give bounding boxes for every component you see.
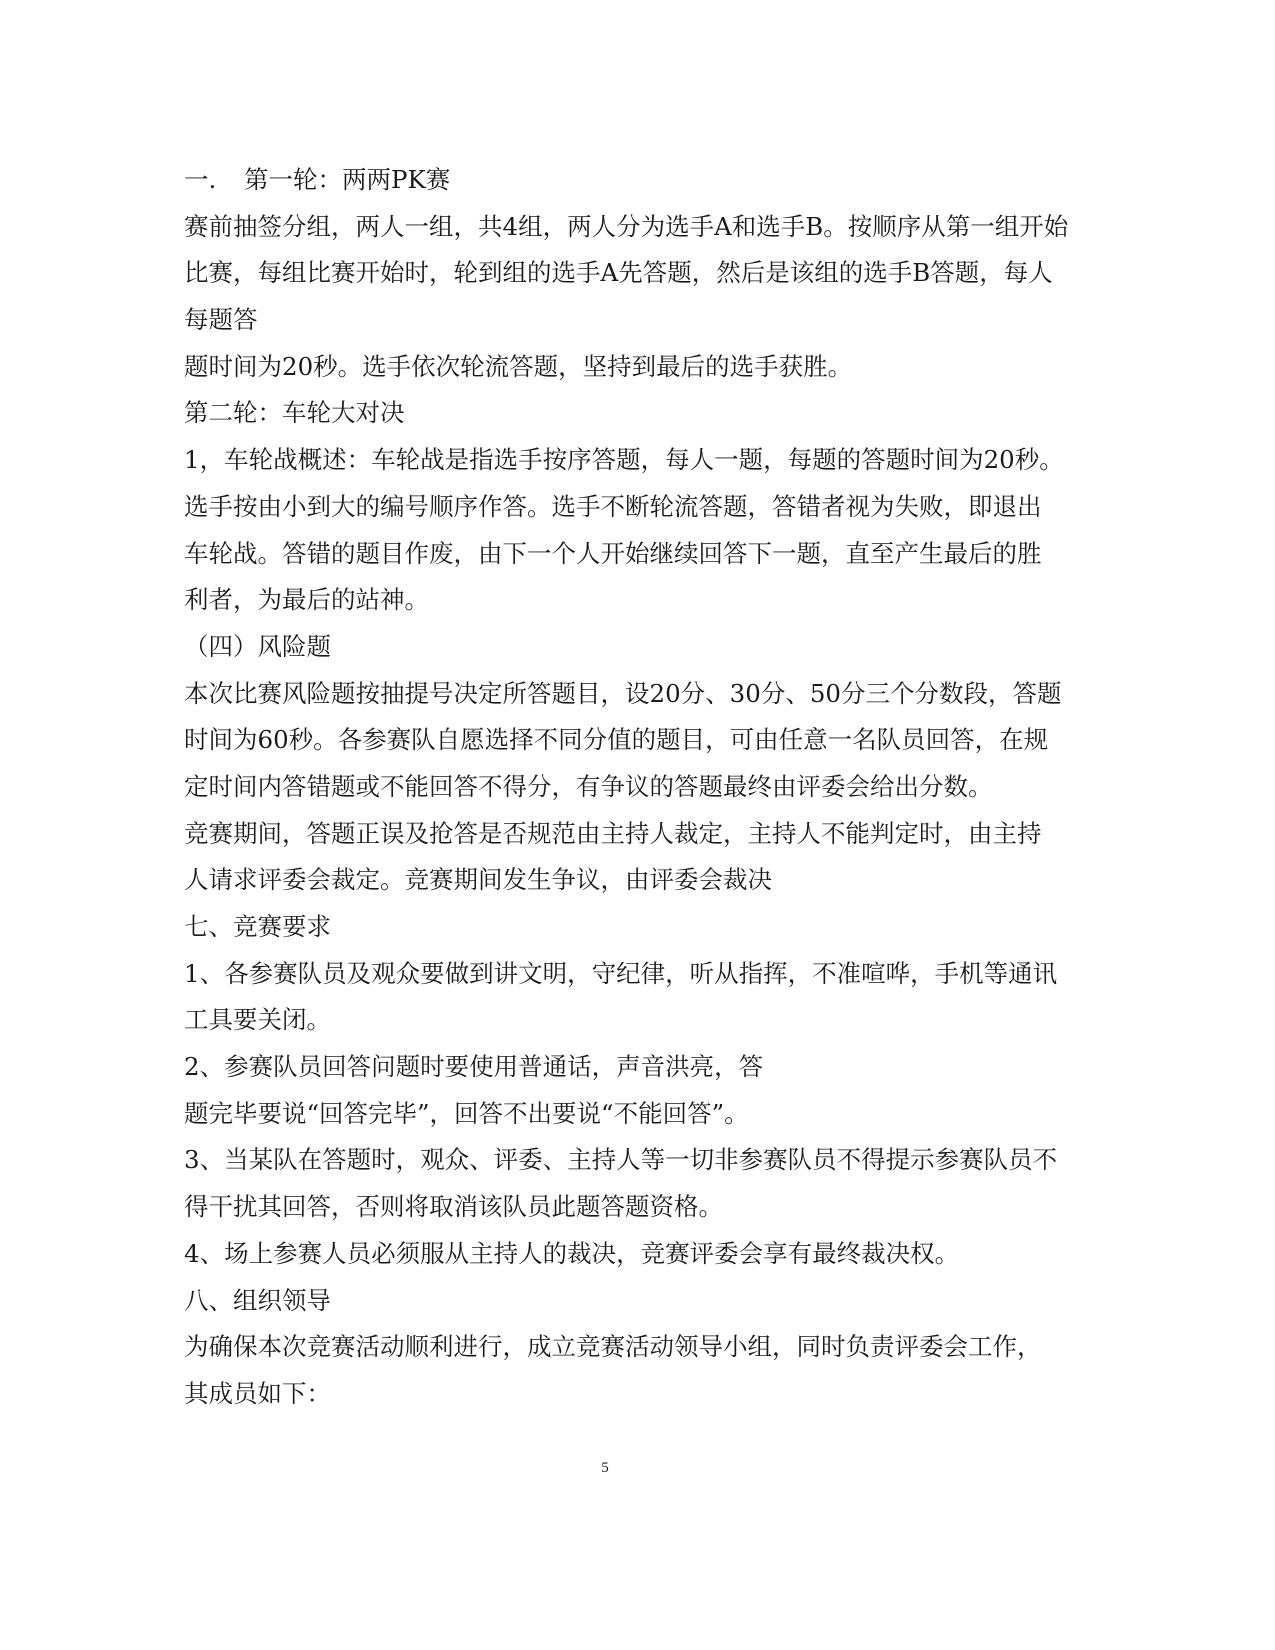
document-body xyxy=(184,157,1069,1418)
text-line xyxy=(184,811,1044,858)
text-line xyxy=(184,857,1044,904)
text-line xyxy=(184,297,1044,344)
text-line xyxy=(184,951,1058,998)
text-line xyxy=(184,1184,1044,1231)
text-line xyxy=(184,1137,1058,1184)
text-line xyxy=(184,1044,1044,1091)
line-text: 七、竞赛要求 xyxy=(184,912,331,941)
line-text: 比赛，每组比赛开始时，轮到组的选手A先答题，然后是该组的选手B答题，每人 xyxy=(184,258,1053,288)
text-line xyxy=(184,344,1044,391)
line-text: （四）风险题 xyxy=(184,631,331,661)
text-line xyxy=(184,157,1044,204)
line-text: 本次比赛风险题按抽提号决定所答题目，设20分、30分、50分三个分数段，答题 xyxy=(184,678,1062,708)
line-text: 其成员如下： xyxy=(184,1378,331,1408)
list-marker: 一. xyxy=(184,165,217,194)
line-text: 题时间为20秒。选手依次轮流答题，坚持到最后的选手获胜。 xyxy=(184,351,853,381)
line-text: 4、场上参赛人员必须服从主持人的裁决，竞赛评委会享有最终裁决权。 xyxy=(184,1238,960,1268)
line-text: 车轮战。答错的题目作废，由下一个人开始继续回答下一题，直至产生最后的胜 xyxy=(184,538,1042,568)
line-text: 每题答 xyxy=(184,305,258,335)
text-line xyxy=(184,1278,1044,1325)
text-line xyxy=(184,904,1044,951)
text-line xyxy=(184,390,1044,437)
line-text: 竞赛期间，答题正误及抢答是否规范由主持人裁定，主持人不能判定时，由主持 xyxy=(184,818,1042,848)
page-number: 5 xyxy=(601,1460,609,1476)
line-text: 1、各参赛队员及观众要做到讲文明，守纪律，听从指挥，不准喧哗，手机等通讯 xyxy=(184,958,1058,988)
line-text: 人请求评委会裁定。竞赛期间发生争议，由评委会裁决 xyxy=(184,865,772,895)
text-line xyxy=(184,204,1069,251)
text-line xyxy=(184,764,1044,811)
line-text: 选手按由小到大的编号顺序作答。选手不断轮流答题，答错者视为失败，即退出 xyxy=(184,491,1042,521)
text-line xyxy=(184,717,1049,764)
line-text: 2、参赛队员回答问题时要使用普通话，声音洪亮，答 xyxy=(184,1052,764,1082)
line-text: 得干扰其回答，否则将取消该队员此题答题资格。 xyxy=(184,1192,723,1222)
text-line xyxy=(184,671,1062,718)
line-text: 八、组织领导 xyxy=(184,1285,331,1315)
text-line xyxy=(184,531,1044,578)
line-text: 赛前抽签分组，两人一组，共4组，两人分为选手A和选手B。按顺序从第一组开始 xyxy=(184,211,1069,241)
line-text: 第二轮：车轮大对决 xyxy=(184,398,405,428)
text-line xyxy=(184,1324,1044,1371)
text-line xyxy=(184,1371,1044,1418)
text-line xyxy=(184,484,1044,531)
text-line xyxy=(184,1231,1044,1278)
text-line xyxy=(184,1091,1044,1138)
text-line xyxy=(184,624,1044,671)
line-text: 时间为60秒。各参赛队自愿选择不同分值的题目，可由任意一名队员回答，在规 xyxy=(184,725,1049,755)
line-text: 定时间内答错题或不能回答不得分，有争议的答题最终由评委会给出分数。 xyxy=(184,771,993,801)
line-text: 工具要关闭。 xyxy=(184,1005,331,1035)
line-text: 1，车轮战概述：车轮战是指选手按序答题，每人一题，每题的答题时间为20秒。 xyxy=(184,445,1064,475)
line-text: 3、当某队在答题时，观众、评委、主持人等一切非参赛队员不得提示参赛队员不 xyxy=(184,1145,1058,1175)
text-line xyxy=(184,437,1064,484)
line-text: 第一轮：两两PK赛 xyxy=(244,165,451,194)
text-line xyxy=(184,577,1044,624)
line-text: 题完毕要说“回答完毕”，回答不出要说“不能回答”。 xyxy=(184,1098,749,1128)
line-text: 为确保本次竞赛活动顺利进行，成立竞赛活动领导小组，同时负责评委会工作， xyxy=(184,1332,1042,1362)
text-line xyxy=(184,250,1053,297)
line-text: 利者，为最后的站神。 xyxy=(184,585,429,615)
text-line xyxy=(184,997,1044,1044)
